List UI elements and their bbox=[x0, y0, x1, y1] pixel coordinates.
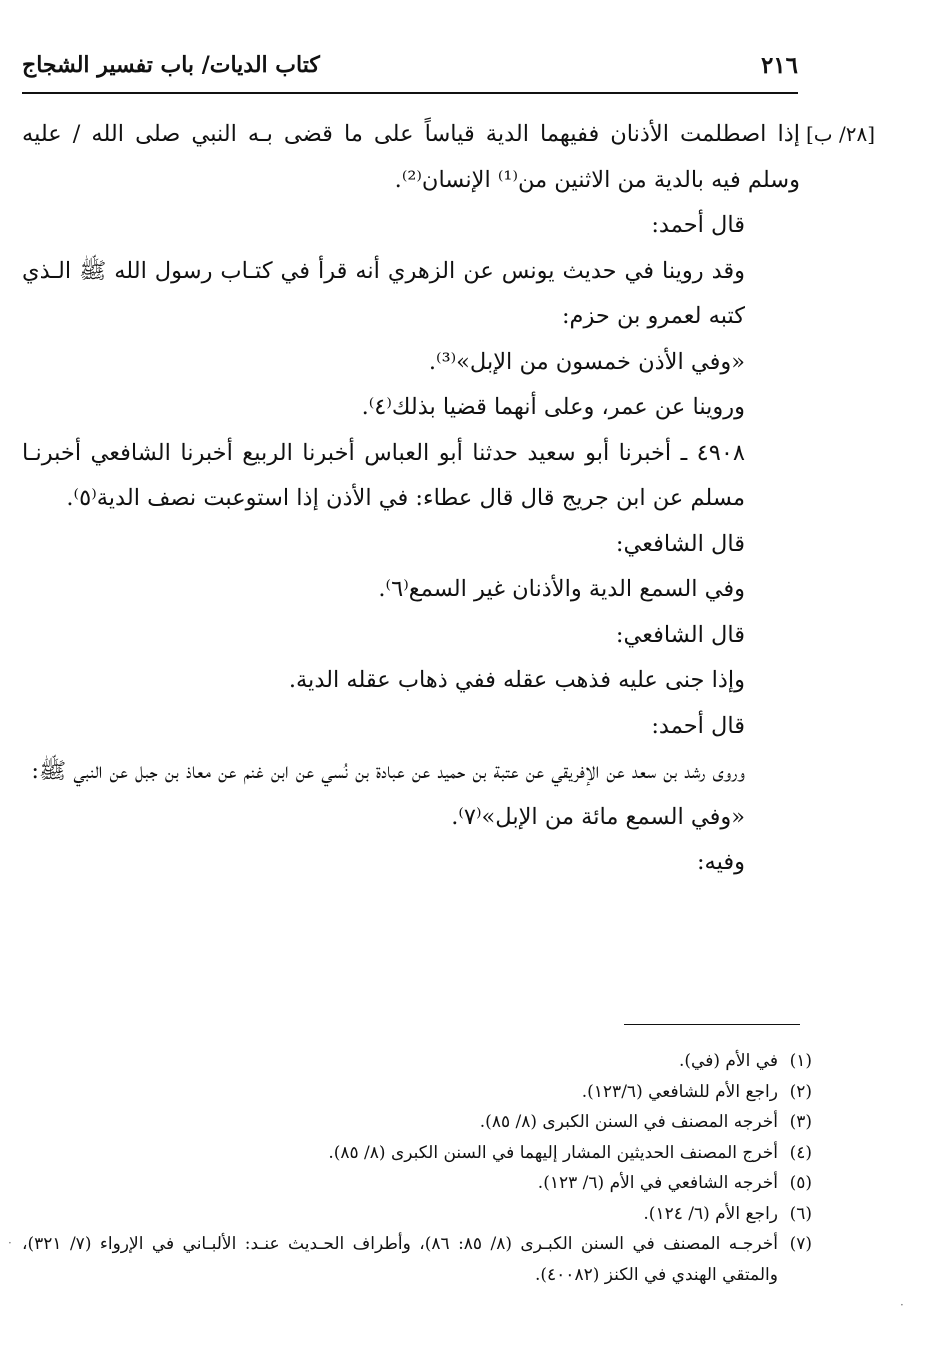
footnote-number: (٦) bbox=[789, 1203, 812, 1224]
scan-speck: · bbox=[8, 1236, 12, 1250]
footnote-text: في الأم (في). bbox=[678, 1051, 778, 1071]
paragraph: وفي السمع الدية والأذنان غير السمع⁽٦⁾. bbox=[378, 576, 745, 602]
footnote-text: أخرجـه المصنف في السنن الكبـرى (٨/ ٨٥: ٨٦)، وأطراف الحـديث عنـد: الألبـاني في الإرواء (٧/ ٣٢١)، والمتقي الهندي في الكنز (٤٠٠٨٢). bbox=[22, 1234, 778, 1285]
paragraph: قال الشافعي: bbox=[615, 621, 745, 648]
footnote-number: (٣) bbox=[789, 1112, 812, 1132]
scan-speck: · bbox=[900, 1298, 904, 1312]
footnote-text: أخرج المصنف الحديثين المشار إليهما في السنن الكبرى (٨/ ٨٥). bbox=[328, 1142, 778, 1163]
page-header bbox=[22, 52, 798, 90]
paragraph: قال الشافعي: bbox=[615, 530, 745, 557]
footnote-number: (٥) bbox=[789, 1173, 812, 1193]
footnote bbox=[22, 1199, 812, 1230]
paragraph: قال أحمد: bbox=[651, 212, 745, 238]
footnotes bbox=[22, 1046, 812, 1290]
paragraph: إذا اصطلمت الأذنان ففيهما الدية قياساً على ما قضى بـه النبي صلى الله / عليه وسلم فيه بالدية من الاثنين من⁽¹⁾ الإنسان⁽²⁾. bbox=[22, 121, 800, 193]
header-rule bbox=[22, 92, 798, 94]
paragraph: وقد روينا في حديث يونس عن الزهري أنه قرأ في كتـاب رسول الله ﷺ الـذي كتبه لعمرو بن حزم: bbox=[22, 257, 745, 329]
footnote bbox=[22, 1107, 812, 1138]
paragraph: وروى رشد بن سعد عن الإفريقي عن عتبة بن حميد عن عبادة بن نُسي عن ابن غنم عن معاذ بن جبل عن النبي ﷺ: bbox=[31, 758, 745, 784]
footnote-number: (١) bbox=[789, 1051, 812, 1071]
paragraph: وإذا جنى عليه فذهب عقله ففي ذهاب عقله الدية. bbox=[288, 667, 745, 693]
manuscript-folio-reference: [٢٨/ ب] bbox=[806, 122, 876, 146]
footnote-number: (٢) bbox=[789, 1081, 812, 1102]
running-title: كتاب الديات/ باب تفسير الشجاج bbox=[22, 52, 320, 78]
footnote-number: (٧) bbox=[789, 1234, 812, 1254]
footnote-number: (٤) bbox=[789, 1142, 812, 1163]
body-text bbox=[22, 112, 800, 886]
paragraph: قال أحمد: bbox=[651, 712, 745, 739]
paragraph: ٤٩٠٨ ـ أخبرنا أبو سعيد حدثنا أبو العباس أخبرنا الربيع أخبرنا الشافعي أخبرنـا مسلم عن ابن جريج قال قال عطاء: في الأذن إذا استوعبت نصف الدية⁽٥⁾. bbox=[22, 439, 745, 511]
footnote-separator bbox=[624, 1024, 800, 1025]
footnote bbox=[22, 1138, 812, 1169]
footnote bbox=[22, 1168, 812, 1199]
paragraph: وروينا عن عمر، وعلى أنهما قضيا بذلك⁽٤⁾. bbox=[361, 394, 745, 420]
footnote bbox=[22, 1229, 812, 1290]
footnote-text: أخرجه المصنف في السنن الكبرى (٨/ ٨٥). bbox=[479, 1112, 778, 1132]
paragraph: «وفي الأذن خمسون من الإبل»⁽³⁾. bbox=[428, 348, 745, 375]
paragraph: وفيه: bbox=[696, 849, 745, 875]
page-number: ٢١٦ bbox=[760, 52, 798, 79]
paragraph: «وفي السمع مائة من الإبل»⁽٧⁾. bbox=[451, 803, 745, 830]
footnote bbox=[22, 1077, 812, 1108]
footnote-text: راجع الأم للشافعي (١٢٣/٦). bbox=[581, 1081, 778, 1102]
footnote bbox=[22, 1046, 812, 1077]
footnote-text: أخرجه الشافعي في الأم (٦/ ١٢٣). bbox=[537, 1173, 778, 1193]
footnote-text: راجع الأم (٦/ ١٢٤). bbox=[643, 1203, 778, 1224]
